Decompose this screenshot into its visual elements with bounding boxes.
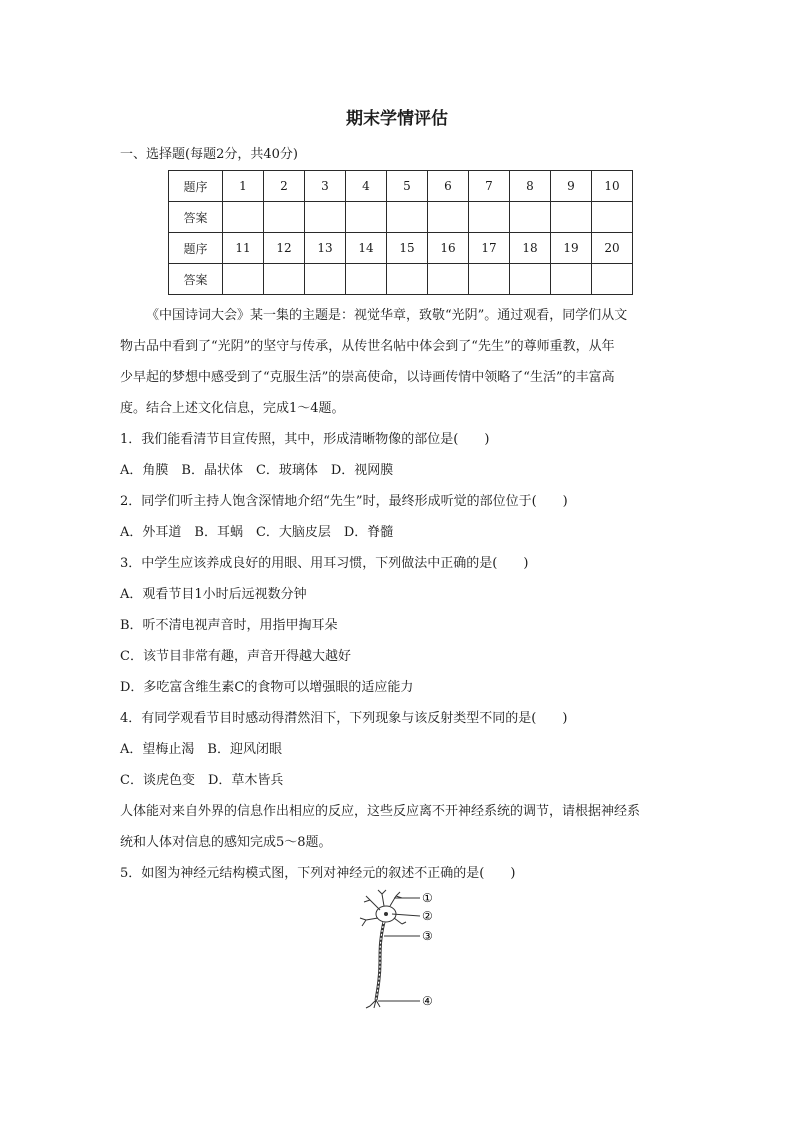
table-cell: 12	[264, 233, 305, 264]
answer-cell[interactable]	[510, 202, 551, 233]
answer-cell[interactable]	[428, 202, 469, 233]
axon-terminal-line	[366, 1000, 380, 1008]
passage-line: 人体能对来自外界的信息作出相应的反应，这些反应离不开神经系统的调节，请根据神经系	[120, 804, 641, 819]
answer-cell[interactable]	[223, 264, 264, 295]
table-cell: 题序	[169, 233, 223, 264]
axon-line	[376, 922, 384, 1000]
question-options: A．外耳道 B．耳蜗 C．大脑皮层 D．脊髓	[120, 525, 394, 540]
figure-label: ①	[422, 891, 433, 905]
answer-cell[interactable]	[264, 264, 305, 295]
question-options: A．望梅止渴 B．迎风闭眼	[120, 742, 282, 757]
table-cell: 2	[264, 171, 305, 202]
table-cell: 14	[346, 233, 387, 264]
question-options: A．角膜 B．晶状体 C．玻璃体 D．视网膜	[120, 463, 394, 478]
answer-cell[interactable]	[592, 202, 633, 233]
answer-cell[interactable]	[346, 264, 387, 295]
table-cell: 5	[387, 171, 428, 202]
table-cell: 17	[469, 233, 510, 264]
passage-line: 《中国诗词大会》某一集的主题是：视觉华章，致敬“光阴”。通过观看，同学们从文	[146, 308, 628, 323]
table-cell: 7	[469, 171, 510, 202]
question-option: B．听不清电视声音时，用指甲掏耳朵	[120, 618, 338, 633]
table-cell: 11	[223, 233, 264, 264]
question-stem: 1．我们能看清节目宣传照，其中，形成清晰物像的部位是( )	[120, 432, 490, 447]
question-stem: 5．如图为神经元结构模式图，下列对神经元的叙述不正确的是( )	[120, 866, 516, 881]
passage-line: 度。结合上述文化信息，完成1～4题。	[120, 401, 345, 416]
neuron-diagram	[350, 888, 440, 1013]
answer-cell[interactable]	[592, 264, 633, 295]
table-cell: 4	[346, 171, 387, 202]
figure-label: ④	[422, 994, 433, 1008]
passage-line: 少早起的梦想中感受到了“克服生活”的崇高使命，以诗画传情中领略了“生活”的丰富高	[120, 370, 615, 385]
passage-line: 物古品中看到了“光阴”的坚守与传承，从传世名帖中体会到了“先生”的尊师重教，从年	[120, 339, 615, 354]
table-cell: 3	[305, 171, 346, 202]
question-option: D．多吃富含维生素C的食物可以增强眼的适应能力	[120, 680, 414, 695]
question-stem: 2．同学们听主持人饱含深情地介绍“先生”时，最终形成听觉的部位位于( )	[120, 494, 568, 509]
table-cell: 答案	[169, 202, 223, 233]
answer-cell[interactable]	[469, 202, 510, 233]
answer-cell[interactable]	[510, 264, 551, 295]
answer-cell[interactable]	[469, 264, 510, 295]
nucleus-dot	[384, 912, 388, 916]
answer-cell[interactable]	[428, 264, 469, 295]
answer-cell[interactable]	[387, 264, 428, 295]
table-cell: 8	[510, 171, 551, 202]
table-cell: 18	[510, 233, 551, 264]
question-options: C．谈虎色变 D．草木皆兵	[120, 773, 284, 788]
answer-table	[168, 170, 633, 295]
dendrite-line	[390, 892, 402, 906]
table-cell: 1	[223, 171, 264, 202]
table-row	[169, 233, 633, 264]
answer-cell[interactable]	[223, 202, 264, 233]
question-stem: 3．中学生应该养成良好的用眼、用耳习惯，下列做法中正确的是( )	[120, 556, 529, 571]
table-cell: 答案	[169, 264, 223, 295]
table-cell: 6	[428, 171, 469, 202]
table-cell: 9	[551, 171, 592, 202]
question-option: A．观看节目1小时后远视数分钟	[120, 587, 307, 602]
table-cell: 15	[387, 233, 428, 264]
section-heading: 一、选择题(每题2分，共40分)	[120, 147, 298, 162]
table-cell: 13	[305, 233, 346, 264]
answer-cell[interactable]	[551, 202, 592, 233]
answer-cell[interactable]	[305, 202, 346, 233]
answer-cell[interactable]	[305, 264, 346, 295]
question-option: C．该节目非常有趣，声音开得越大越好	[120, 649, 351, 664]
table-cell: 16	[428, 233, 469, 264]
answer-cell[interactable]	[264, 202, 305, 233]
page-title: 期末学情评估	[346, 109, 448, 129]
question-body	[120, 300, 680, 889]
answer-cell[interactable]	[387, 202, 428, 233]
figure-label: ③	[422, 929, 433, 943]
table-cell: 19	[551, 233, 592, 264]
table-row	[169, 264, 633, 295]
answer-cell[interactable]	[551, 264, 592, 295]
passage-line: 统和人体对信息的感知完成5～8题。	[120, 835, 332, 850]
figure-label: ②	[422, 909, 433, 923]
table-row	[169, 202, 633, 233]
dendrite-line	[394, 918, 406, 924]
table-cell: 10	[592, 171, 633, 202]
dendrite-line	[360, 918, 378, 926]
dendrite-line	[378, 890, 386, 906]
table-row	[169, 171, 633, 202]
question-stem: 4．有同学观看节目时感动得潸然泪下，下列现象与该反射类型不同的是( )	[120, 711, 568, 726]
table-cell: 题序	[169, 171, 223, 202]
dendrite-line	[364, 896, 380, 910]
answer-cell[interactable]	[346, 202, 387, 233]
table-cell: 20	[592, 233, 633, 264]
